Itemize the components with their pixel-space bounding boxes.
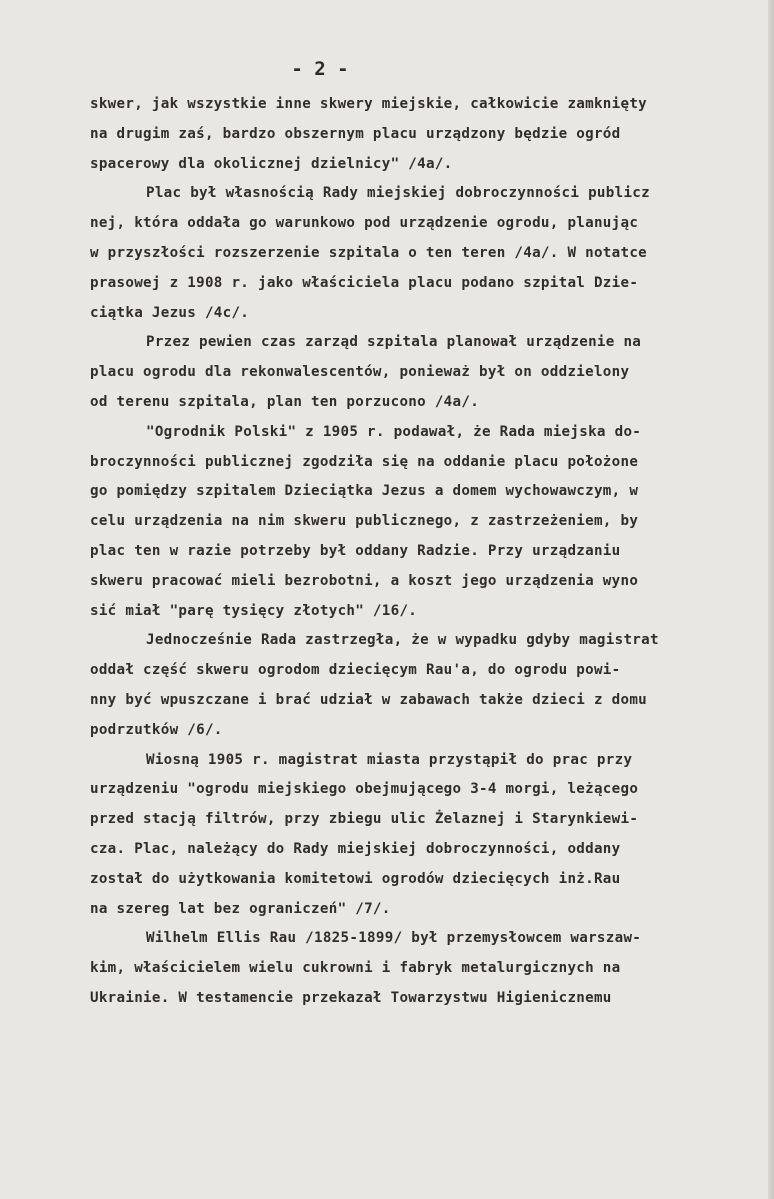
text-line: Ukrainie. W testamencie przekazał Towarzystwu Higienicznemu	[90, 989, 612, 1006]
text-line: plac ten w razie potrzeby był oddany Radzie. Przy urządzaniu	[90, 542, 621, 559]
text-line: spacerowy dla okolicznej dzielnicy" /4a/.	[90, 155, 453, 172]
text-line: na drugim zaś, bardzo obszernym placu urządzony będzie ogród	[90, 125, 621, 142]
text-line: skwer, jak wszystkie inne skwery miejskie, całkowicie zamknięty	[90, 96, 648, 112]
text-line: w przyszłości rozszerzenie szpitala o ten teren /4a/. W notatce	[90, 244, 648, 261]
text-line: kim, właścicielem wielu cukrowni i fabryk metalurgicznych na	[90, 960, 621, 977]
text-line: nej, która oddała go warunkowo pod urządzenie ogrodu, planując	[90, 215, 639, 232]
text-line: Przez pewien czas zarząd szpitala planował urządzenie na	[146, 334, 642, 351]
text-line: placu ogrodu dla rekonwalescentów, ponieważ był on oddzielony	[90, 364, 630, 381]
text-line: nny być wpuszczane i brać udział w zabawach także dzieci z domu	[90, 691, 648, 708]
text-line: został do użytkowania komitetowi ogrodów dziecięcych inż.Rau	[90, 870, 621, 887]
text-line: urządzeniu "ogrodu miejskiego obejmującego 3-4 morgi, leżącego	[90, 781, 639, 798]
text-line: Plac był własnością Rady miejskiej dobroczynności publicz	[146, 185, 650, 202]
page-number: - 2 -	[291, 58, 349, 80]
text-line: Jednocześnie Rada zastrzegła, że w wypadku gdyby magistrat	[146, 632, 659, 649]
text-line: broczynności publicznej zgodziła się na oddanie placu położone	[90, 453, 639, 470]
text-line: cza. Plac, należący do Rady miejskiej dobroczynności, oddany	[90, 840, 621, 857]
text-line: prasowej z 1908 r. jako właściciela placu podano szpital Dzie-	[90, 274, 639, 291]
text-line: "Ogrodnik Polski" z 1905 r. podawał, że Rada miejska do-	[146, 423, 642, 440]
text-line: ciątka Jezus /4c/.	[90, 304, 250, 321]
text-line: Wiosną 1905 r. magistrat miasta przystąpił do prac przy	[146, 751, 633, 768]
text-line: skweru pracować mieli bezrobotni, a koszt jego urządzenia wyno	[90, 572, 639, 589]
text-line: na szereg lat bez ograniczeń" /7/.	[90, 900, 391, 917]
text-line: podrzutków /6/.	[90, 721, 223, 738]
text-line: Wilhelm Ellis Rau /1825-1899/ był przemysłowcem warszaw-	[146, 930, 642, 947]
body-text	[90, 90, 770, 1014]
text-line: sić miał "parę tysięcy złotych" /16/.	[90, 602, 418, 619]
text-line: celu urządzenia na nim skweru publicznego, z zastrzeżeniem, by	[90, 513, 639, 530]
text-line: przed stacją filtrów, przy zbiegu ulic Żelaznej i Starynkiewi-	[90, 811, 639, 828]
page-edge-shadow	[768, 0, 774, 1199]
text-line: od terenu szpitala, plan ten porzucono /4a/.	[90, 393, 480, 410]
text-line: go pomiędzy szpitalem Dzieciątka Jezus a domem wychowawczym, w	[90, 483, 639, 500]
text-line: oddał część skweru ogrodom dziecięcym Rau'a, do ogrodu powi-	[90, 662, 621, 679]
